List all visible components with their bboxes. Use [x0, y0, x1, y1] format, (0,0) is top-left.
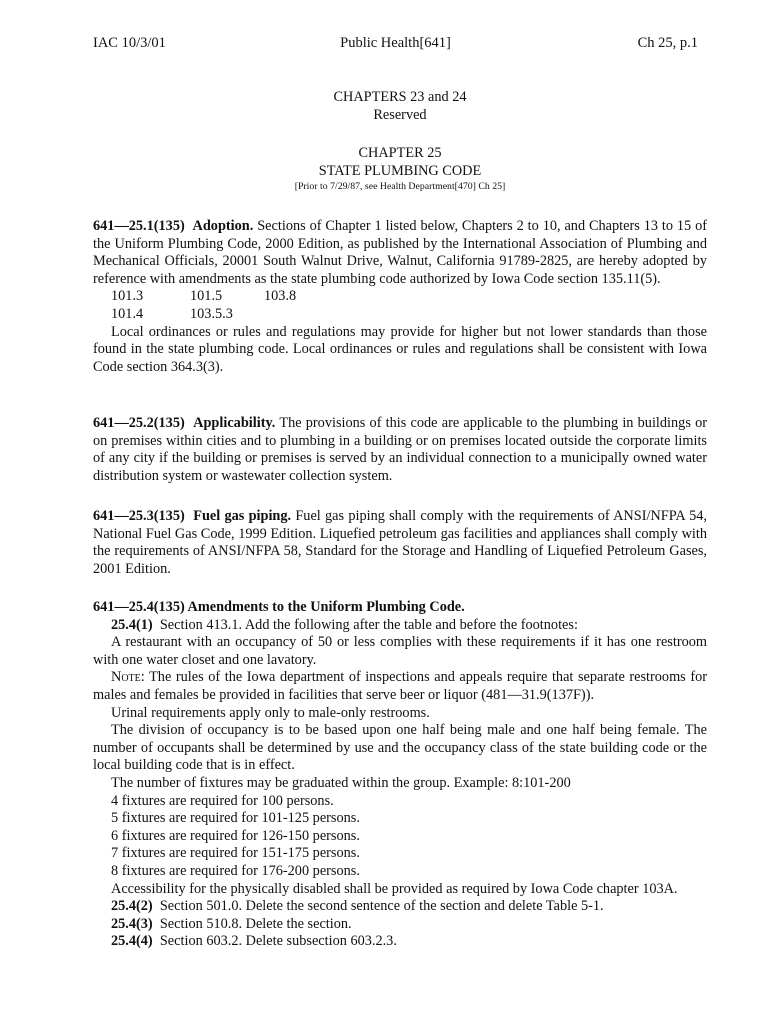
amendment-text: Section 603.2. Delete subsection 603.2.3. [159, 933, 397, 950]
local-ordinances-paragraph: Local ordinances or rules and regulations may provide for higher but not lower standards than those found in the state plumbing code. Local ordinances or rules and regulations shall be consistent with Iowa Code section 364.3(3). [93, 323, 707, 375]
section-body: The provisions of this code are applicable to the plumbing in buildings or on premises within cities and to plumbing in a building or on premises located outside the corporate limits of any city if the building or premises is served by an individual connection to a municipally owned water distribution system or wastewater collection system. [93, 415, 707, 484]
section-25-2 [93, 415, 707, 485]
list-item: 5 fixtures are required for 101-125 persons. [111, 810, 360, 827]
section-body: Sections of Chapter 1 listed below, Chapters 2 to 10, and Chapters 13 to 15 of the Uniform Plumbing Code, 2000 Edition, as published by the International Association of Plumbing and Mechanical Officials, 20001 South Walnut Drive, Walnut, California 91789-2825, are hereby adopted by reference with amendments as the state plumbing code authorized by Iowa Code section 135.11(5). [93, 218, 708, 287]
section-25-3 [93, 508, 707, 578]
division-paragraph: The division of occupancy is to be based upon one half being male and one half being female. The number of occupants shall be determined by use and the occupancy class of the state building code or the local building code that is in effect. [93, 722, 707, 774]
list-item: 6 fixtures are required for 126-150 persons. [111, 827, 360, 844]
urinal-paragraph: Urinal requirements apply only to male-only restrooms. [111, 704, 430, 721]
amendment-text: Section 501.0. Delete the second sentence of the section and delete Table 5-1. [159, 898, 604, 915]
note-paragraph [93, 669, 707, 704]
accessibility-paragraph: Accessibility for the physically disabled shall be provided as required by Iowa Code chapter 103A. [111, 880, 678, 897]
amendment-text: Section 510.8. Delete the section. [159, 915, 352, 932]
reserved-title: CHAPTERS 23 and 24 [333, 89, 467, 105]
amendment-label: 25.4(2) [111, 898, 153, 915]
section-25-1 [93, 218, 707, 376]
chapter-heading [93, 145, 707, 193]
section-heading: 641—25.4(135) Amendments to the Uniform Plumbing Code. [93, 599, 465, 615]
list-item: 101.5 [190, 288, 223, 305]
amendment-text: Section 413.1. Add the following after the table and before the footnotes: [159, 616, 578, 633]
list-item: 101.4 [111, 305, 144, 322]
section-heading: Fuel gas piping. [193, 508, 292, 524]
amendment-4 [93, 933, 707, 951]
header-center: Public Health[641] [340, 35, 451, 51]
section-25-1-text [93, 218, 707, 288]
chapter-title: STATE PLUMBING CODE [318, 162, 482, 179]
list-item: 101.3 [111, 288, 144, 305]
reserved-status: Reserved [373, 106, 427, 123]
running-header [93, 35, 698, 55]
list-item: 103.8 [264, 288, 297, 305]
chapters-reserved [93, 89, 707, 124]
chapter-note: [Prior to 7/29/87, see Health Department[470] Ch 25] [294, 181, 506, 193]
section-list-row [93, 288, 707, 306]
amendment-3 [93, 916, 707, 934]
section-heading: Applicability. [193, 415, 276, 431]
section-25-4-heading [93, 599, 707, 617]
section-id: 641—25.2(135) [93, 415, 185, 431]
section-25-4 [93, 599, 707, 951]
list-item: 7 fixtures are required for 151-175 persons. [111, 845, 360, 862]
note-text: The rules of the Iowa department of inspections and appeals require that separate restrooms for males and females be provided in facilities that serve beer or liquor (481—31.9(137F)). [93, 669, 707, 703]
header-right: Ch 25, p.1 [637, 35, 698, 51]
note-label: Note: [111, 669, 145, 686]
amendment-1 [93, 617, 707, 635]
section-heading: Adoption. [192, 218, 254, 234]
amendment-label: 25.4(1) [111, 616, 153, 633]
restaurant-paragraph: A restaurant with an occupancy of 50 or less complies with these requirements if it has one restroom with one water closet and one lavatory. [93, 634, 707, 668]
header-left: IAC 10/3/01 [93, 35, 166, 51]
section-id: 641—25.3(135) [93, 508, 185, 524]
section-list-row [93, 306, 707, 324]
amendment-2 [93, 898, 707, 916]
graduated-paragraph: The number of fixtures may be graduated within the group. Example: 8:101-200 [111, 774, 571, 791]
amendment-label: 25.4(3) [111, 915, 153, 932]
section-25-2-text [93, 415, 707, 485]
section-body: Fuel gas piping shall comply with the requirements of ANSI/NFPA 54, National Fuel Gas Code, 1999 Edition. Liquefied petroleum gas facilities and appliances shall comply with the requirements of ANSI/NFPA 58, Standard for the Storage and Handling of Liquefied Petroleum Gases, 2001 Edition. [93, 508, 707, 577]
section-id: 641—25.1(135) [93, 218, 185, 234]
list-item: 4 fixtures are required for 100 persons. [111, 792, 334, 809]
list-item: 103.5.3 [190, 305, 233, 322]
chapter-number: CHAPTER 25 [358, 145, 442, 161]
list-item: 8 fixtures are required for 176-200 persons. [111, 862, 360, 879]
amendment-label: 25.4(4) [111, 933, 153, 950]
section-25-3-text [93, 508, 707, 578]
